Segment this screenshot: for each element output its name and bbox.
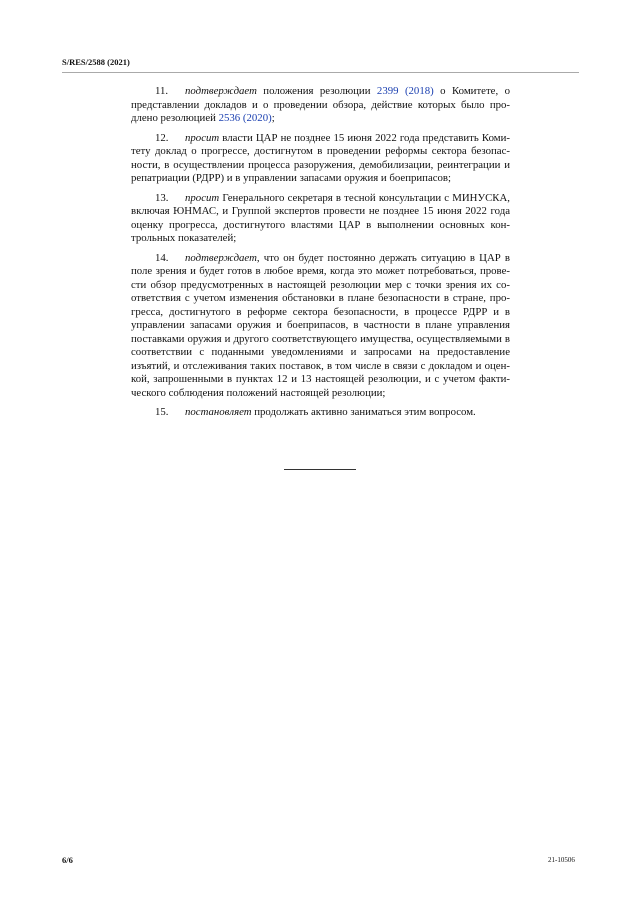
paragraph-15	[131, 406, 510, 420]
paragraph-text: , что он будет постоянно держать ситуацию в ЦАР в поле зрения и будет готов в любое время, когда это может потребоваться, провести обзор предусмотренных в настоящей резолюции мер с точки зрения их соответствия с учетом изменения обстановки в плане безопасности в стране, прогресса, достигнутого в реформе сектора безопасности, в процессе РДРР и в управлении запасами оружия и боеприпасов, в частности в плане управления поставками оружия и другого соответствующего имущества, осуществляемыми в соответствии с поданными уведомлениями и запросами на предоставление изъятий, и отслеживания таких поставок, в том числе в связи с докладом и оценкой, запрошенными в пунктах 12 и 13 настоящей резолюции, и с учетом фактического соблюдения положений настоящей резолюции;	[131, 251, 510, 399]
paragraph-number: 15.	[155, 406, 169, 418]
paragraph-12	[131, 132, 510, 186]
paragraph-text: о Комитете, о представлении докладов и о проведении обзора, действие которых было продлено резолюцией	[131, 85, 510, 124]
document-number: 21-10506	[548, 856, 575, 864]
paragraph-14	[131, 252, 510, 401]
end-of-document-rule	[284, 469, 356, 470]
operative-verb: подтверждает	[185, 251, 257, 264]
paragraph-number: 14.	[155, 251, 169, 264]
paragraph-11	[131, 85, 510, 126]
document-symbol: S/RES/2588 (2021)	[62, 57, 130, 67]
header-divider	[62, 72, 579, 73]
operative-verb: просит	[185, 191, 220, 204]
paragraph-text: положения резолюции	[256, 85, 377, 97]
paragraph-number: 12.	[155, 131, 169, 144]
operative-verb: подтверждает	[185, 85, 257, 97]
operative-verb: постановляет	[185, 406, 252, 418]
paragraph-13	[131, 192, 510, 246]
page-number: 6/6	[62, 855, 73, 865]
paragraph-text: продолжать активно заниматься этим вопросом.	[251, 406, 476, 418]
paragraph-text: власти ЦАР не позднее 15 июня 2022 года представить Комитету доклад о прогрессе, достигнутом в проведении реформы сектора безопасности, в осуществлении процесса разоружения, демобилизации, реинтеграции и репатриации (РДРР) и в управлении запасами оружия и боеприпасов;	[131, 131, 510, 184]
paragraph-text: ;	[271, 112, 275, 124]
operative-verb: просит	[185, 131, 220, 144]
paragraph-number: 13.	[155, 191, 169, 204]
resolution-link-2399[interactable]: 2399 (2018)	[376, 85, 434, 97]
resolution-body	[131, 85, 510, 426]
paragraph-text: Генерального секретаря в тесной консультации с МИНУСКА, включая ЮНМАС, и Группой экспертов провести не позднее 15 июня 2022 года оценку прогресса, достигнутого властями ЦАР в выполнении основных контрольных показателей;	[131, 191, 510, 244]
resolution-link-2536[interactable]: 2536 (2020)	[218, 112, 272, 124]
paragraph-number: 11.	[155, 85, 169, 97]
